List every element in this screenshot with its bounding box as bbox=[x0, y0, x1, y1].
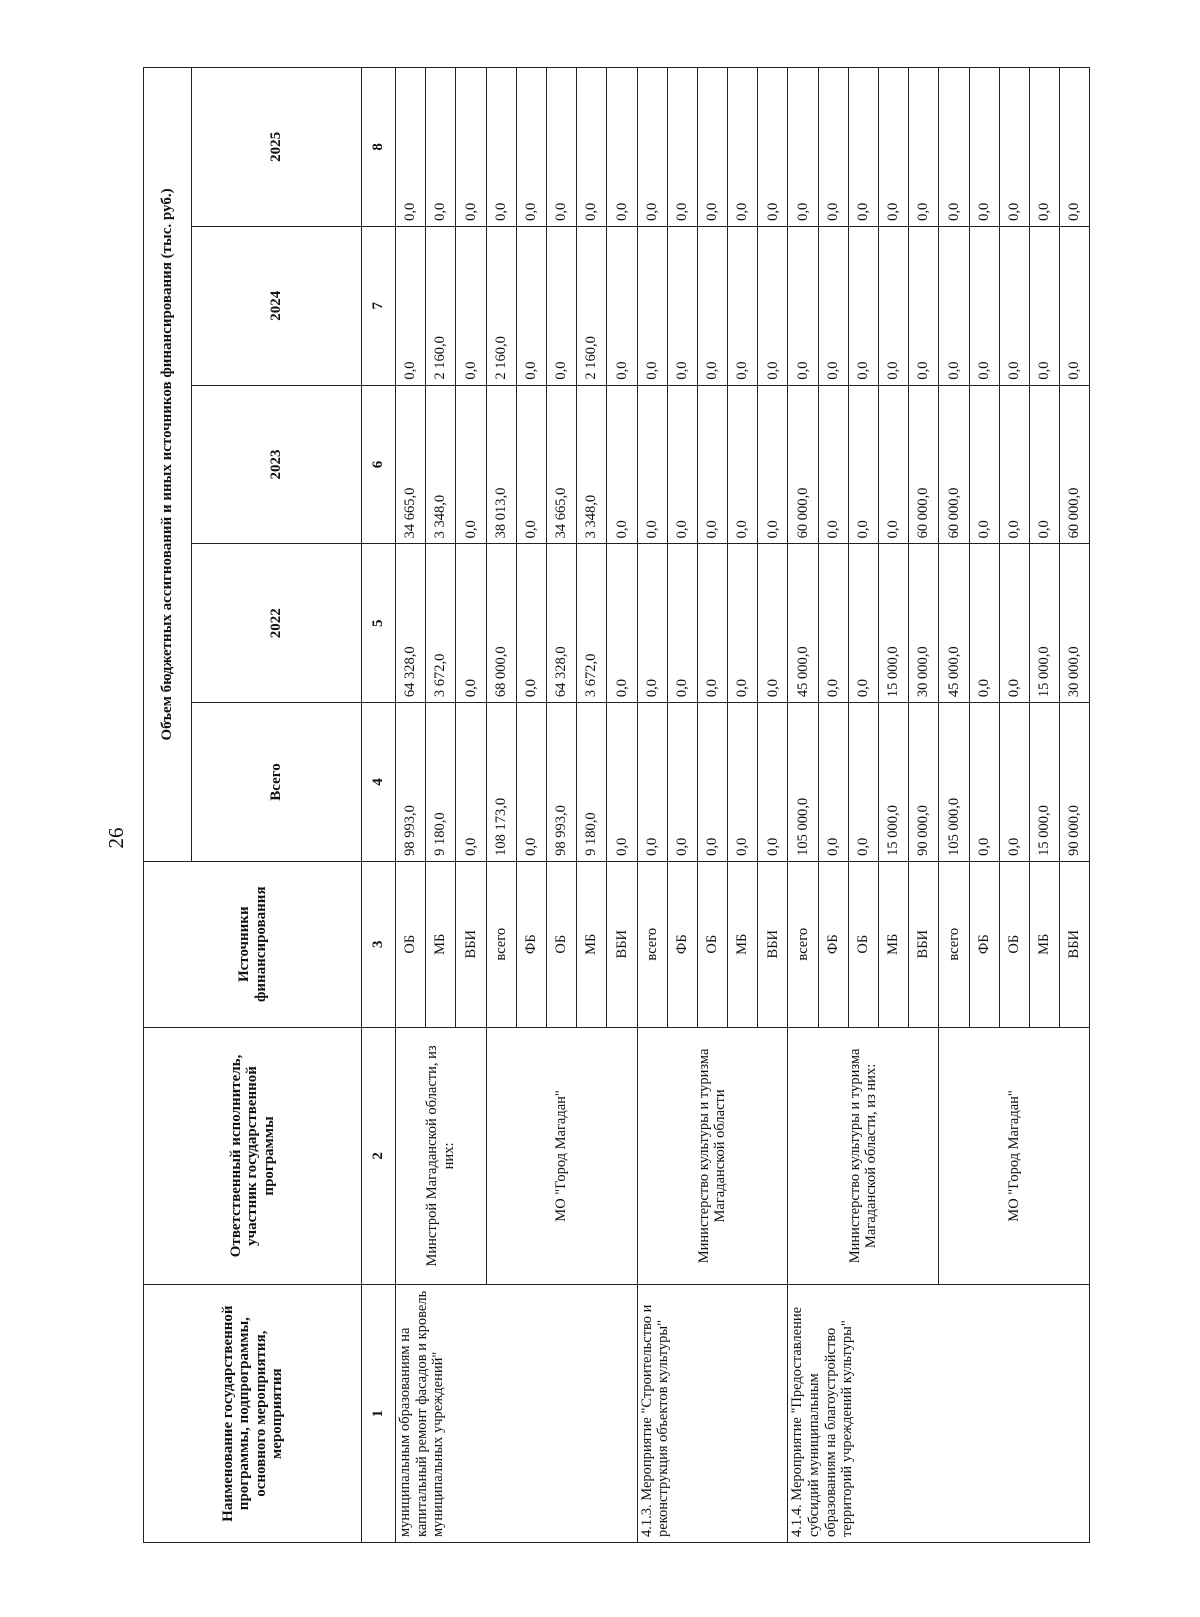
amount-cell: 0,0 bbox=[939, 68, 969, 227]
budget-table bbox=[143, 67, 1090, 1543]
page-number: 26 bbox=[104, 827, 128, 849]
program-name-cell: 4.1.3. Мероприятие "Строительство и реконструкция объектов культуры" bbox=[637, 1285, 788, 1543]
amount-cell: 0,0 bbox=[999, 226, 1029, 385]
amount-cell: 0,0 bbox=[516, 703, 546, 862]
amount-cell: 0,0 bbox=[909, 226, 939, 385]
amount-cell: 0,0 bbox=[607, 703, 637, 862]
header-year-2025: 2025 bbox=[192, 68, 362, 227]
funding-source-cell: ФБ bbox=[516, 861, 546, 1027]
amount-cell: 0,0 bbox=[969, 544, 999, 703]
amount-cell: 0,0 bbox=[848, 385, 878, 544]
amount-cell: 0,0 bbox=[758, 703, 788, 862]
funding-source-cell: ФБ bbox=[969, 861, 999, 1027]
funding-source-cell: ОБ bbox=[697, 861, 727, 1027]
amount-cell: 0,0 bbox=[577, 68, 607, 227]
header-name: Наименование государственной программы, подпрограммы, основного мероприятия, мероприятия bbox=[144, 1285, 362, 1543]
amount-cell: 60 000,0 bbox=[939, 385, 969, 544]
funding-source-cell: всего bbox=[637, 861, 667, 1027]
amount-cell: 0,0 bbox=[848, 703, 878, 862]
header-source: Источники финансирования bbox=[144, 861, 362, 1027]
amount-cell: 15 000,0 bbox=[879, 544, 909, 703]
executor-cell: Министерство культуры и туризма Магаданской области, из них: bbox=[788, 1027, 939, 1285]
header-executor: Ответственный исполнитель, участник государственной программы bbox=[144, 1027, 362, 1285]
amount-cell: 0,0 bbox=[848, 226, 878, 385]
funding-source-cell: МБ bbox=[728, 861, 758, 1027]
amount-cell: 0,0 bbox=[848, 544, 878, 703]
funding-source-cell: ОБ bbox=[396, 861, 426, 1027]
amount-cell: 0,0 bbox=[818, 544, 848, 703]
funding-source-cell: ВБИ bbox=[456, 861, 486, 1027]
funding-source-cell: ВБИ bbox=[758, 861, 788, 1027]
funding-source-cell: ВБИ bbox=[1060, 861, 1090, 1027]
amount-cell: 0,0 bbox=[728, 68, 758, 227]
amount-cell: 0,0 bbox=[909, 68, 939, 227]
amount-cell: 0,0 bbox=[667, 385, 697, 544]
amount-cell: 105 000,0 bbox=[939, 703, 969, 862]
program-name-cell: 4.1.4. Мероприятие "Предоставление субсидий муниципальным образованиям на благоустройство территорий учреждений культуры" bbox=[788, 1285, 1090, 1543]
amount-cell: 0,0 bbox=[758, 385, 788, 544]
amount-cell: 0,0 bbox=[607, 385, 637, 544]
amount-cell: 0,0 bbox=[758, 226, 788, 385]
amount-cell: 0,0 bbox=[848, 68, 878, 227]
funding-source-cell: всего bbox=[788, 861, 818, 1027]
funding-source-cell: ФБ bbox=[667, 861, 697, 1027]
amount-cell: 98 993,0 bbox=[546, 703, 576, 862]
amount-cell: 0,0 bbox=[667, 703, 697, 862]
amount-cell: 0,0 bbox=[818, 68, 848, 227]
funding-source-cell: ФБ bbox=[818, 861, 848, 1027]
amount-cell: 0,0 bbox=[1029, 226, 1059, 385]
amount-cell: 0,0 bbox=[697, 226, 727, 385]
amount-cell: 0,0 bbox=[818, 703, 848, 862]
amount-cell: 0,0 bbox=[1060, 226, 1090, 385]
funding-source-cell: МБ bbox=[1029, 861, 1059, 1027]
amount-cell: 0,0 bbox=[758, 68, 788, 227]
table-row bbox=[788, 68, 818, 1543]
funding-source-cell: ОБ bbox=[546, 861, 576, 1027]
amount-cell: 0,0 bbox=[697, 544, 727, 703]
header-year-2024: 2024 bbox=[192, 226, 362, 385]
amount-cell: 0,0 bbox=[969, 226, 999, 385]
amount-cell: 0,0 bbox=[396, 226, 426, 385]
amount-cell: 45 000,0 bbox=[939, 544, 969, 703]
amount-cell: 0,0 bbox=[456, 68, 486, 227]
column-number: 8 bbox=[362, 68, 396, 227]
amount-cell: 0,0 bbox=[728, 544, 758, 703]
amount-cell: 0,0 bbox=[788, 226, 818, 385]
amount-cell: 0,0 bbox=[818, 226, 848, 385]
amount-cell: 3 672,0 bbox=[426, 544, 456, 703]
amount-cell: 34 665,0 bbox=[546, 385, 576, 544]
amount-cell: 108 173,0 bbox=[486, 703, 516, 862]
table-body bbox=[396, 68, 1090, 1543]
amount-cell: 0,0 bbox=[879, 385, 909, 544]
amount-cell: 0,0 bbox=[637, 226, 667, 385]
amount-cell: 0,0 bbox=[728, 385, 758, 544]
column-number: 2 bbox=[362, 1027, 396, 1285]
amount-cell: 64 328,0 bbox=[396, 544, 426, 703]
amount-cell: 15 000,0 bbox=[1029, 544, 1059, 703]
amount-cell: 0,0 bbox=[999, 703, 1029, 862]
amount-cell: 34 665,0 bbox=[396, 385, 426, 544]
amount-cell: 0,0 bbox=[999, 68, 1029, 227]
funding-source-cell: ВБИ bbox=[607, 861, 637, 1027]
funding-source-cell: ОБ bbox=[999, 861, 1029, 1027]
funding-source-cell: ВБИ bbox=[909, 861, 939, 1027]
amount-cell: 68 000,0 bbox=[486, 544, 516, 703]
amount-cell: 2 160,0 bbox=[486, 226, 516, 385]
amount-cell: 0,0 bbox=[999, 544, 1029, 703]
amount-cell: 15 000,0 bbox=[879, 703, 909, 862]
funding-source-cell: МБ bbox=[426, 861, 456, 1027]
amount-cell: 0,0 bbox=[607, 68, 637, 227]
funding-source-cell: всего bbox=[486, 861, 516, 1027]
funding-source-cell: всего bbox=[939, 861, 969, 1027]
amount-cell: 98 993,0 bbox=[396, 703, 426, 862]
column-number: 3 bbox=[362, 861, 396, 1027]
amount-cell: 60 000,0 bbox=[909, 385, 939, 544]
column-number: 7 bbox=[362, 226, 396, 385]
amount-cell: 90 000,0 bbox=[909, 703, 939, 862]
amount-cell: 0,0 bbox=[697, 385, 727, 544]
amount-cell: 0,0 bbox=[426, 68, 456, 227]
executor-cell: МО "Город Магадан" bbox=[486, 1027, 637, 1285]
amount-cell: 0,0 bbox=[516, 226, 546, 385]
amount-cell: 0,0 bbox=[637, 703, 667, 862]
amount-cell: 0,0 bbox=[1060, 68, 1090, 227]
amount-cell: 64 328,0 bbox=[546, 544, 576, 703]
amount-cell: 0,0 bbox=[728, 226, 758, 385]
amount-cell: 0,0 bbox=[546, 68, 576, 227]
amount-cell: 0,0 bbox=[667, 226, 697, 385]
header-year-2022: 2022 bbox=[192, 544, 362, 703]
amount-cell: 0,0 bbox=[788, 68, 818, 227]
amount-cell: 60 000,0 bbox=[1060, 385, 1090, 544]
amount-cell: 9 180,0 bbox=[426, 703, 456, 862]
amount-cell: 0,0 bbox=[456, 385, 486, 544]
amount-cell: 30 000,0 bbox=[1060, 544, 1090, 703]
header-volume: Объем бюджетных ассигнований и иных источников финансирования (тыс. руб.) bbox=[144, 68, 192, 862]
amount-cell: 0,0 bbox=[637, 544, 667, 703]
amount-cell: 2 160,0 bbox=[577, 226, 607, 385]
program-name-cell: муниципальным образованиям на капитальный ремонт фасадов и кровель муниципальных учреждений" bbox=[396, 1285, 638, 1543]
amount-cell: 0,0 bbox=[697, 68, 727, 227]
amount-cell: 0,0 bbox=[456, 226, 486, 385]
amount-cell: 0,0 bbox=[999, 385, 1029, 544]
funding-source-cell: ОБ bbox=[848, 861, 878, 1027]
amount-cell: 0,0 bbox=[456, 703, 486, 862]
amount-cell: 0,0 bbox=[818, 385, 848, 544]
amount-cell: 30 000,0 bbox=[909, 544, 939, 703]
amount-cell: 0,0 bbox=[637, 385, 667, 544]
column-number: 6 bbox=[362, 385, 396, 544]
amount-cell: 2 160,0 bbox=[426, 226, 456, 385]
amount-cell: 3 348,0 bbox=[577, 385, 607, 544]
amount-cell: 0,0 bbox=[667, 544, 697, 703]
amount-cell: 0,0 bbox=[516, 385, 546, 544]
table-row bbox=[637, 68, 667, 1543]
amount-cell: 0,0 bbox=[546, 226, 576, 385]
amount-cell: 0,0 bbox=[728, 703, 758, 862]
amount-cell: 105 000,0 bbox=[788, 703, 818, 862]
amount-cell: 0,0 bbox=[969, 68, 999, 227]
amount-cell: 0,0 bbox=[1029, 385, 1059, 544]
amount-cell: 0,0 bbox=[969, 385, 999, 544]
amount-cell: 3 348,0 bbox=[426, 385, 456, 544]
amount-cell: 45 000,0 bbox=[788, 544, 818, 703]
funding-source-cell: МБ bbox=[577, 861, 607, 1027]
amount-cell: 0,0 bbox=[969, 703, 999, 862]
executor-cell: Минстрой Магаданской области, из них: bbox=[396, 1027, 487, 1285]
executor-cell: Министерство культуры и туризма Магаданской области bbox=[637, 1027, 788, 1285]
column-number: 4 bbox=[362, 703, 396, 862]
header-year-2023: 2023 bbox=[192, 385, 362, 544]
table-row bbox=[396, 68, 426, 1543]
amount-cell: 0,0 bbox=[1029, 68, 1059, 227]
amount-cell: 0,0 bbox=[879, 226, 909, 385]
header-year-total: Всего bbox=[192, 703, 362, 862]
amount-cell: 0,0 bbox=[607, 226, 637, 385]
amount-cell: 0,0 bbox=[486, 68, 516, 227]
column-number: 1 bbox=[362, 1285, 396, 1543]
amount-cell: 90 000,0 bbox=[1060, 703, 1090, 862]
amount-cell: 0,0 bbox=[516, 68, 546, 227]
amount-cell: 0,0 bbox=[607, 544, 637, 703]
amount-cell: 38 013,0 bbox=[486, 385, 516, 544]
amount-cell: 60 000,0 bbox=[788, 385, 818, 544]
executor-cell: МО "Город Магадан" bbox=[939, 1027, 1090, 1285]
amount-cell: 0,0 bbox=[879, 68, 909, 227]
column-number: 5 bbox=[362, 544, 396, 703]
amount-cell: 0,0 bbox=[637, 68, 667, 227]
amount-cell: 0,0 bbox=[939, 226, 969, 385]
funding-source-cell: МБ bbox=[879, 861, 909, 1027]
amount-cell: 0,0 bbox=[516, 544, 546, 703]
amount-cell: 0,0 bbox=[758, 544, 788, 703]
amount-cell: 3 672,0 bbox=[577, 544, 607, 703]
amount-cell: 0,0 bbox=[396, 68, 426, 227]
rotated-table-container bbox=[143, 67, 1083, 1543]
amount-cell: 0,0 bbox=[667, 68, 697, 227]
amount-cell: 15 000,0 bbox=[1029, 703, 1059, 862]
amount-cell: 9 180,0 bbox=[577, 703, 607, 862]
amount-cell: 0,0 bbox=[456, 544, 486, 703]
amount-cell: 0,0 bbox=[697, 703, 727, 862]
